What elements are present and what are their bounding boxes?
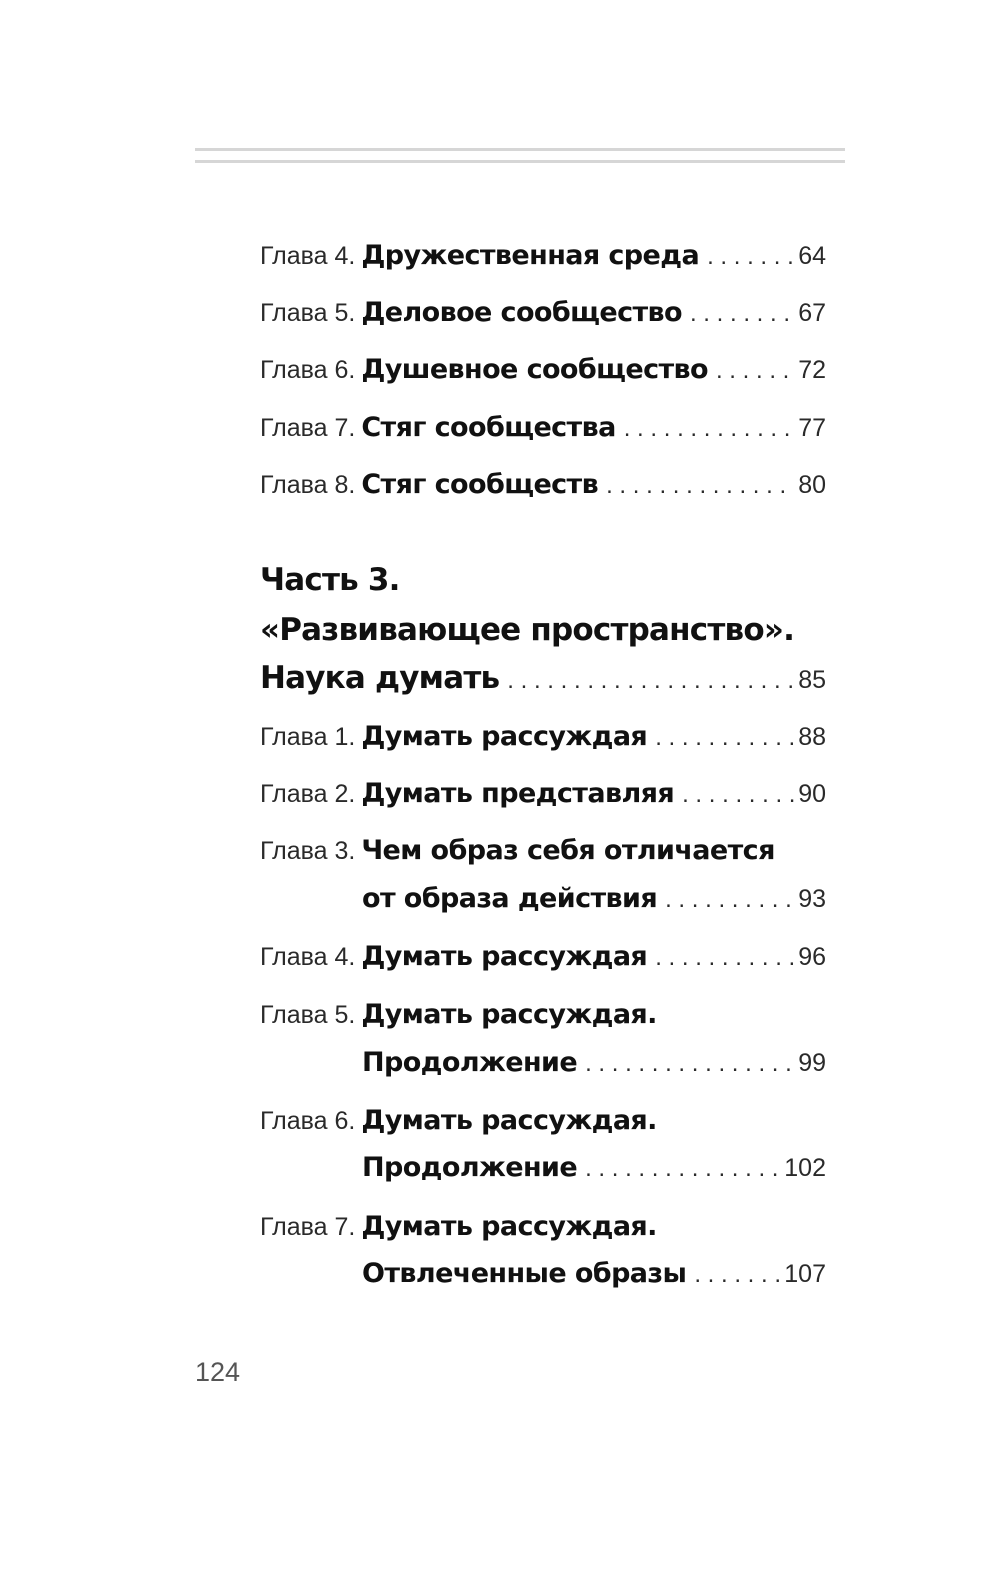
chapter-page: 90 — [798, 780, 826, 808]
chapter-title: Думать представляя — [361, 778, 675, 809]
header-rule-bottom — [195, 160, 845, 163]
chapter-title: Думать рассуждая. — [361, 1211, 657, 1242]
leader-dots — [655, 944, 794, 972]
chapter-title: Думать рассуждая — [361, 941, 648, 972]
chapter-title: Чем образ себя отличается — [361, 835, 775, 866]
chapter-label: Глава 7. — [260, 1213, 356, 1241]
toc-entry — [260, 1211, 826, 1251]
toc-entry — [260, 354, 826, 394]
toc-entry — [260, 412, 826, 452]
chapter-title: Душевное сообщество — [361, 354, 708, 385]
chapter-page: 88 — [798, 723, 826, 751]
chapter-page: 77 — [798, 414, 826, 442]
part-title: Наука думать — [260, 660, 500, 696]
chapter-title: Дружественная среда — [361, 240, 700, 271]
chapter-label: Глава 6. — [260, 356, 356, 384]
chapter-title-continued: Продолжение — [362, 1047, 578, 1078]
chapter-title: Думать рассуждая. — [361, 999, 657, 1030]
leader-dots — [682, 781, 794, 809]
toc-entry-continued — [260, 1047, 826, 1087]
chapter-page: 99 — [798, 1049, 826, 1077]
part-heading-line3 — [260, 660, 826, 696]
chapter-page: 72 — [798, 356, 826, 384]
chapter-page: 96 — [798, 943, 826, 971]
toc-entry — [260, 778, 826, 818]
chapter-title-continued: Отвлеченные образы — [362, 1258, 687, 1289]
toc-entry — [260, 297, 826, 337]
toc-entry — [260, 469, 826, 509]
chapter-label: Глава 2. — [260, 780, 356, 808]
chapter-label: Глава 5. — [260, 299, 356, 327]
toc-entry-continued — [260, 883, 826, 923]
chapter-label: Глава 8. — [260, 471, 356, 499]
leader-dots — [585, 1155, 780, 1183]
chapter-title: Стяг сообществ — [361, 469, 599, 500]
chapter-page: 107 — [784, 1260, 826, 1288]
chapter-label: Глава 4. — [260, 943, 356, 971]
chapter-title: Деловое сообщество — [361, 297, 682, 328]
leader-dots — [665, 886, 794, 914]
leader-dots — [707, 243, 794, 271]
toc-entry — [260, 240, 826, 280]
toc-entry-continued — [260, 1152, 826, 1192]
header-rule-top — [195, 148, 845, 151]
leader-dots — [585, 1050, 794, 1078]
leader-dots — [655, 724, 794, 752]
leader-dots — [716, 357, 794, 385]
leader-dots — [624, 415, 794, 443]
chapter-title-continued: Продолжение — [362, 1152, 578, 1183]
toc-entry — [260, 721, 826, 761]
chapter-title: Стяг сообщества — [361, 412, 616, 443]
part-heading-line1: Часть 3. — [260, 562, 400, 598]
toc-entry — [260, 999, 826, 1039]
toc-entry-continued — [260, 1258, 826, 1298]
chapter-title: Думать рассуждая — [361, 721, 648, 752]
chapter-label: Глава 1. — [260, 723, 356, 751]
chapter-title-continued: от образа действия — [362, 883, 658, 914]
toc-entry — [260, 835, 826, 875]
chapter-page: 67 — [798, 299, 826, 327]
leader-dots — [507, 667, 794, 695]
leader-dots — [690, 300, 794, 328]
chapter-title: Думать рассуждая. — [361, 1105, 657, 1136]
chapter-page: 102 — [784, 1154, 826, 1182]
leader-dots — [694, 1261, 780, 1289]
chapter-label: Глава 7. — [260, 414, 356, 442]
page-number: 124 — [195, 1357, 241, 1387]
part-heading-line2: «Развивающее пространство». — [260, 612, 795, 648]
leader-dots — [606, 472, 794, 500]
chapter-label: Глава 4. — [260, 242, 356, 270]
chapter-label: Глава 6. — [260, 1107, 356, 1135]
chapter-label: Глава 5. — [260, 1001, 356, 1029]
chapter-page: 64 — [798, 242, 826, 270]
chapter-page: 93 — [798, 885, 826, 913]
toc-entry — [260, 1105, 826, 1145]
chapter-page: 80 — [798, 471, 826, 499]
chapter-label: Глава 3. — [260, 837, 356, 865]
part-page: 85 — [798, 666, 826, 694]
toc-entry — [260, 941, 826, 981]
